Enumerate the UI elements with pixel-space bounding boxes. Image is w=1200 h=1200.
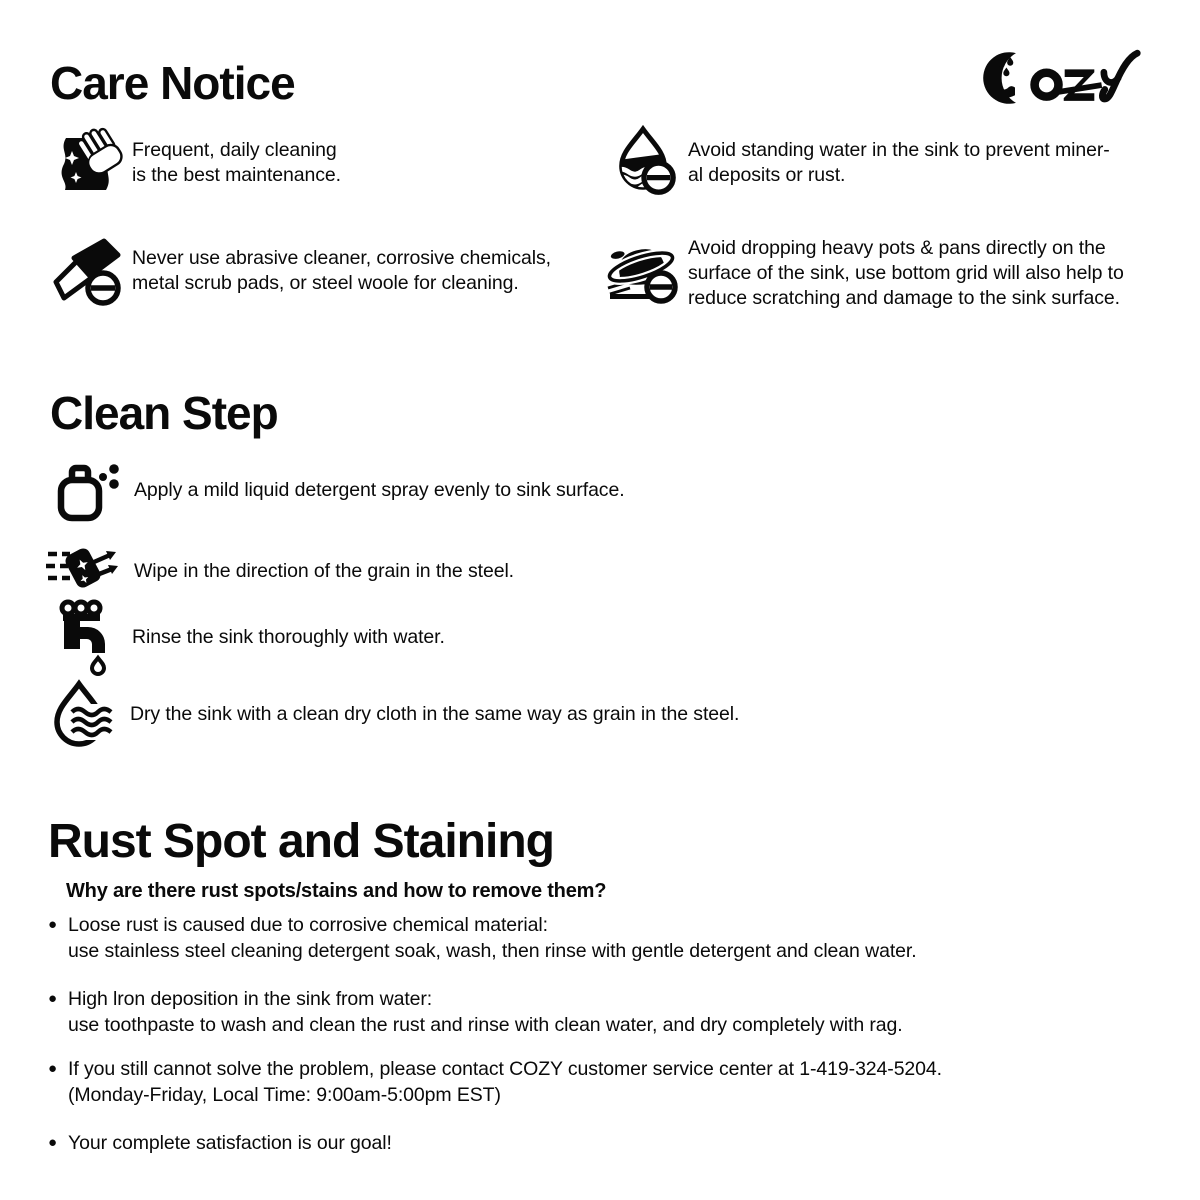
care-item-text: Frequent, daily cleaning is the best maintenance.	[132, 139, 341, 186]
cozy-logo	[972, 46, 1144, 110]
rust-bullet-2	[48, 986, 1148, 1038]
clean-step-2	[46, 540, 514, 602]
care-item-text: Never use abrasive cleaner, corrosive chemicals, metal scrub pads, or steel woole for cleaning.	[132, 247, 551, 294]
bullet-text: If you still cannot solve the problem, please contact COZY customer service center at 1-419-324-5204. (Monday-Friday, Local Time: 9:00am-5:00pm EST)	[68, 1058, 942, 1106]
clean-step-4	[46, 678, 739, 750]
rust-question: Why are there rust spots/stains and how to remove them?	[66, 880, 607, 902]
rinse-faucet-icon	[48, 596, 120, 678]
bullet-dot: ●	[48, 1134, 58, 1151]
bullet-text: Loose rust is caused due to corrosive chemical material: use stainless steel cleaning detergent soak, wash, then rinse with gentle detergent and clean water.	[68, 914, 917, 962]
cleaning-cloth-hand-icon	[48, 126, 124, 202]
clean-step-text: Wipe in the direction of the grain in the steel.	[134, 559, 515, 582]
bullet-text: High lron deposition in the sink from water: use toothpaste to wash and clean the rust and rinse with clean water, and dry completely with rag.	[68, 988, 903, 1036]
clean-step-text: Dry the sink with a clean dry cloth in the same way as grain in the steel.	[130, 702, 740, 725]
rust-bullet-3	[48, 1056, 1168, 1108]
clean-step-1	[46, 452, 625, 528]
bullet-text: Your complete satisfaction is our goal!	[68, 1132, 392, 1154]
bullet-dot: ●	[48, 1060, 58, 1077]
wipe-grain-icon	[46, 540, 122, 602]
clean-step-title: Clean Step	[50, 387, 278, 439]
rust-bullet-1	[48, 912, 1148, 964]
clean-step-text: Rinse the sink thoroughly with water.	[132, 625, 445, 648]
care-item-text: Avoid dropping heavy pots & pans directly on the surface of the sink, use bottom grid will also help to reduce scratching and damage to the sink surface.	[688, 237, 1124, 309]
no-abrasive-cleaner-icon	[48, 236, 124, 308]
care-notice-title: Care Notice	[50, 57, 295, 109]
no-standing-water-icon	[608, 122, 678, 206]
no-dropping-pots-icon	[606, 232, 680, 306]
clean-step-text: Apply a mild liquid detergent spray evenly to sink surface.	[134, 478, 625, 501]
care-item-no-dropping-pots	[606, 232, 1172, 311]
cozy-logo-icon	[972, 46, 1144, 110]
dry-cloth-drop-icon	[46, 678, 118, 750]
rust-bullet-4	[48, 1130, 1148, 1156]
care-item-no-abrasive	[48, 236, 608, 308]
care-item-daily-cleaning	[48, 126, 588, 202]
detergent-spray-icon	[46, 452, 122, 528]
care-item-no-standing-water	[608, 122, 1168, 206]
care-item-text: Avoid standing water in the sink to prevent miner- al deposits or rust.	[688, 139, 1110, 186]
bullet-dot: ●	[48, 990, 58, 1007]
bullet-dot: ●	[48, 916, 58, 933]
clean-step-3	[48, 596, 445, 678]
rust-section-title: Rust Spot and Staining	[48, 815, 554, 868]
